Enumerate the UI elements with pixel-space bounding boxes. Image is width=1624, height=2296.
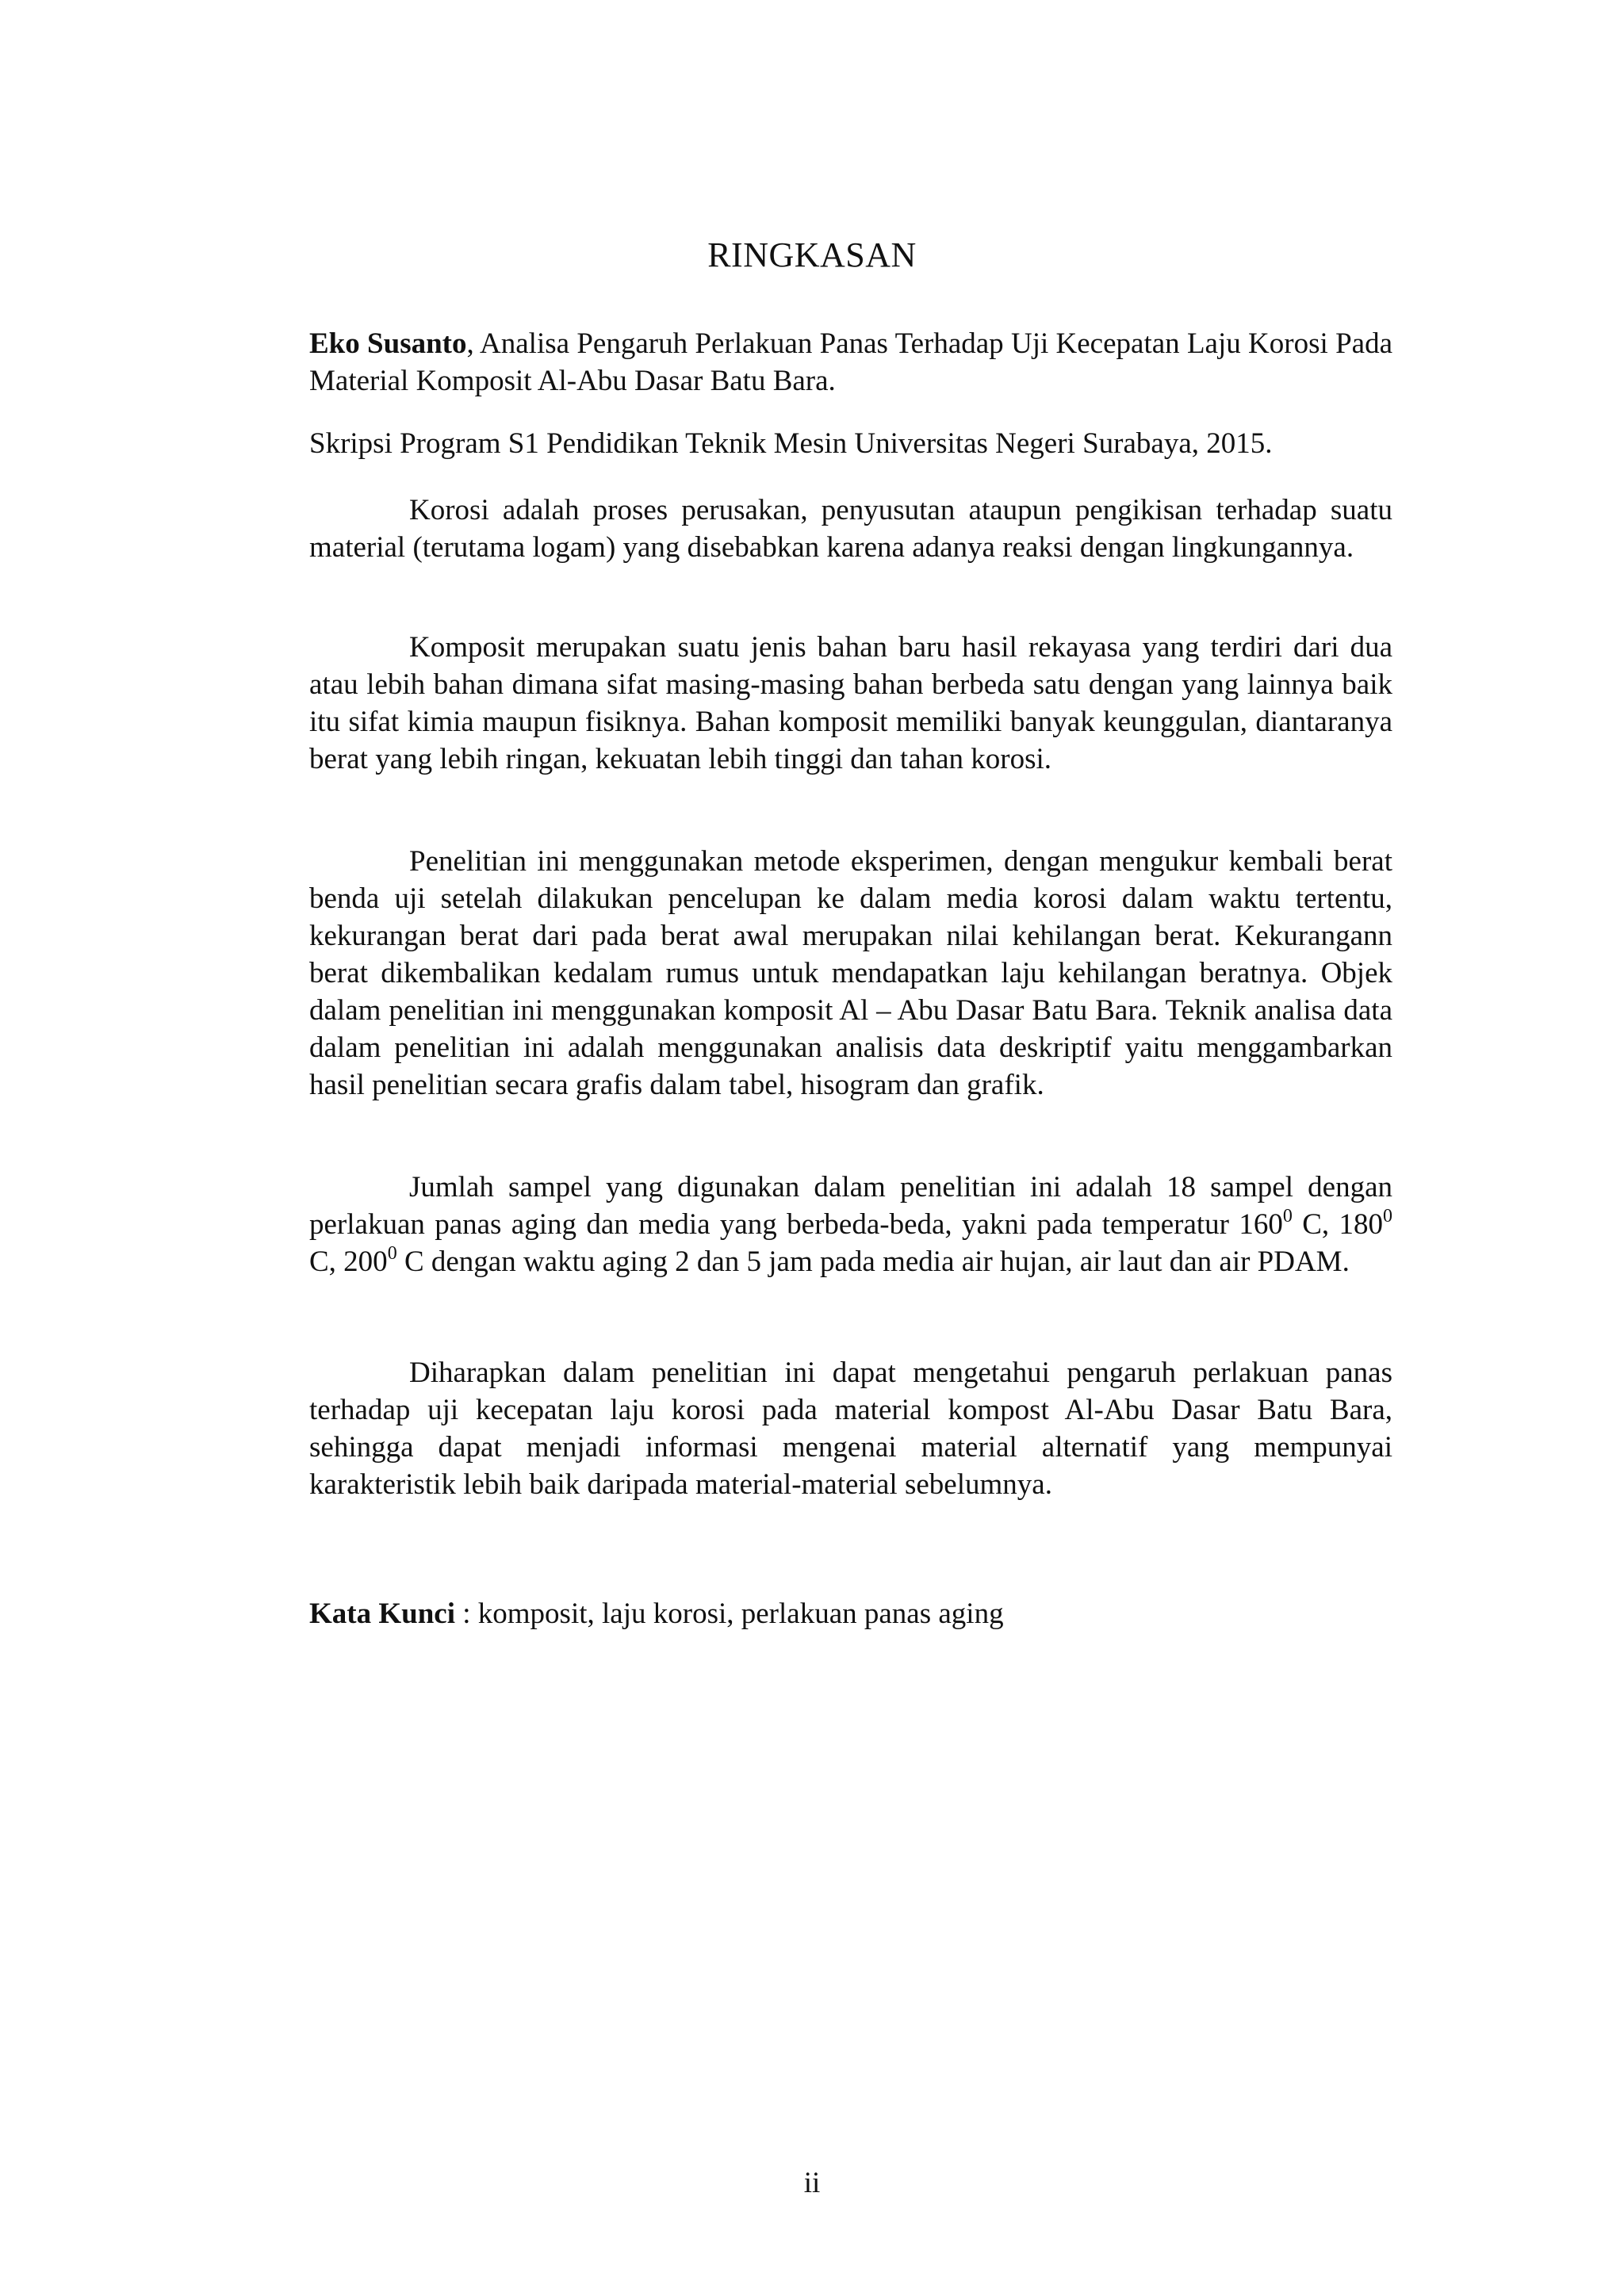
paragraph-2 [309, 629, 1392, 778]
degree-superscript: 0 [1282, 1206, 1293, 1226]
paragraph-1-text: Korosi adalah proses perusakan, penyusutan ataupun pengikisan terhadap suatu material (terutama logam) yang disebabkan karena adanya reaksi dengan lingkungannya. [309, 494, 1392, 564]
keywords-line [309, 1595, 1392, 1632]
paragraph-4 [309, 1169, 1392, 1280]
paragraph-5-text: Diharapkan dalam penelitian ini dapat mengetahui pengaruh perlakuan panas terhadap uji kecepatan laju korosi pada material kompost Al-Abu Dasar Batu Bara, sehingga dapat menjadi informasi mengenai material alternatif yang mempunyai karakteristik lebih baik daripada material-material sebelumnya. [309, 1357, 1392, 1501]
page-number: ii [803, 2167, 821, 2199]
author-name: Eko Susanto [309, 327, 467, 360]
paragraph-5 [309, 1354, 1392, 1503]
keywords-label: Kata Kunci [309, 1598, 455, 1630]
paragraph-1 [309, 492, 1392, 566]
p4-part-4: C dengan waktu aging 2 dan 5 jam pada media air hujan, air laut dan air PDAM. [396, 1246, 1350, 1278]
p4-part-3: C, 200 [309, 1246, 388, 1278]
paragraph-2-text: Komposit merupakan suatu jenis bahan baru hasil rekayasa yang terdiri dari dua atau lebih bahan dimana sifat masing-masing bahan berbeda satu dengan yang lainnya baik itu sifat kimia maupun fisiknya. Bahan komposit memiliki banyak keunggulan, diantaranya berat yang lebih ringan, kekuatan lebih tinggi dan tahan korosi. [309, 631, 1392, 775]
degree-superscript: 0 [387, 1243, 397, 1264]
keywords-text: : komposit, laju korosi, perlakuan panas aging [455, 1598, 1004, 1630]
author-thesis-block [309, 325, 1392, 400]
paragraph-3-text: Penelitian ini menggunakan metode eksperimen, dengan mengukur kembali berat benda uji setelah dilakukan pencelupan ke dalam media korosi dalam waktu tertentu, kekurangan berat dari pada berat awal merupakan nilai kehilangan berat. Kekurangann berat dikembalikan kedalam rumus untuk mendapatkan laju kehilangan beratnya. Objek dalam penelitian ini menggunakan komposit Al – Abu Dasar Batu Bara. Teknik analisa data dalam penelitian ini adalah menggunakan analisis data deskriptif yaitu menggambarkan hasil penelitian secara grafis dalam tabel, hisogram dan grafik. [309, 845, 1392, 1101]
p4-part-2: C, 180 [1292, 1208, 1383, 1241]
degree-superscript: 0 [1383, 1206, 1392, 1226]
p4-part-1: Jumlah sampel yang digunakan dalam penelitian ini adalah 18 sampel dengan perlakuan panas aging dan media yang berbeda-beda, yakni pada temperatur 160 [309, 1171, 1392, 1241]
paragraph-3 [309, 843, 1392, 1104]
program-line [309, 425, 1392, 462]
thesis-title: , Analisa Pengaruh Perlakuan Panas Terhadap Uji Kecepatan Laju Korosi Pada Material Komposit Al-Abu Dasar Batu Bara. [309, 327, 1392, 397]
paragraph-4-text [309, 1169, 1392, 1280]
program-text: Skripsi Program S1 Pendidikan Teknik Mesin Universitas Negeri Surabaya, 2015. [309, 427, 1273, 460]
page-title: RINGKASAN [707, 235, 917, 274]
